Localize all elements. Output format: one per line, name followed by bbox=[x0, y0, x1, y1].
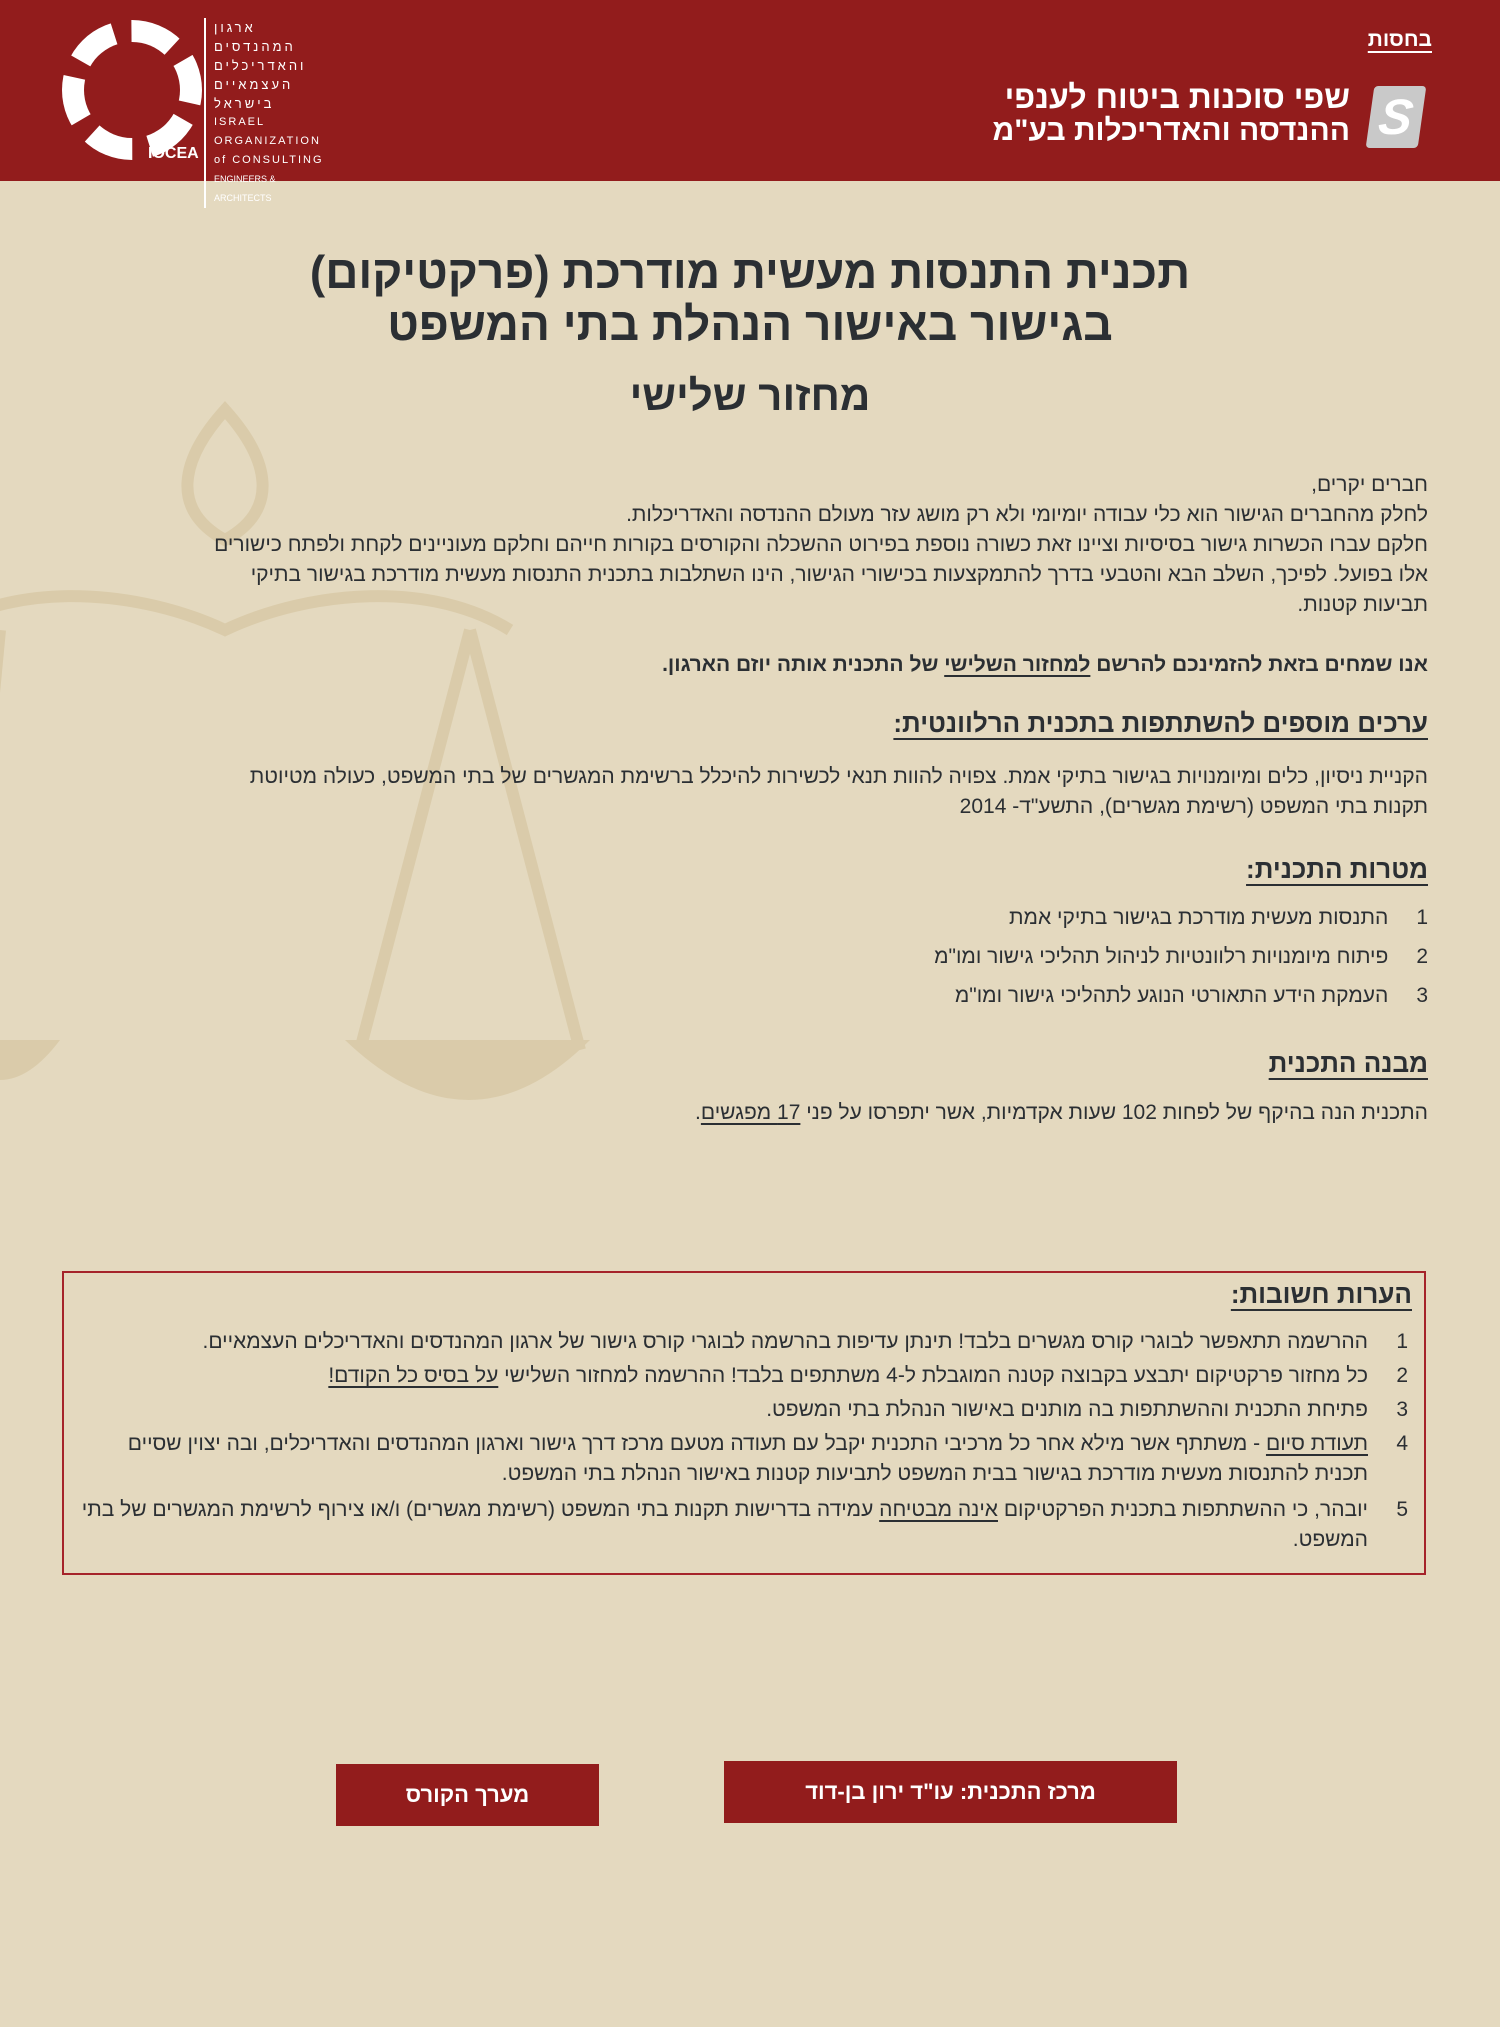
note-underlined: אינה מבטיחה bbox=[879, 1498, 998, 1521]
note-item bbox=[72, 1361, 1408, 1391]
logo-text bbox=[204, 18, 334, 208]
list-item bbox=[934, 945, 1428, 969]
meetings-link[interactable]: 17 מפגשים bbox=[700, 1101, 801, 1124]
structure-heading: מבנה התכנית bbox=[1268, 1048, 1428, 1078]
note-text: ההרשמה תתאפשר לבוגרי קורס מגשרים בלבד! תינתן עדיפות בהרשמה לבוגרי קורס גישור של ארגון המהנדסים והאדריכלים העצמאיים. bbox=[202, 1330, 1368, 1353]
note-text: - משתתף אשר מילא אחר כל מרכיבי התכנית יקבל עם תעודה מטעם מרכז דרך גישור וארגון המהנדסים והאדריכלים, ובה יצוין שסיים תכנית להתנסות מעשית מודרכת בגישור בבית המשפט לתביעות קטנות באישור הנהלת בתי המשפט. bbox=[127, 1432, 1368, 1485]
course-staff-button[interactable]: מערך הקורס bbox=[336, 1764, 599, 1826]
list-item bbox=[955, 984, 1428, 1008]
brand-line: ההנדסה והאדריכלות בע"מ bbox=[992, 114, 1350, 147]
structure-text bbox=[205, 1098, 1428, 1128]
goals-heading: מטרות התכנית: bbox=[1246, 854, 1428, 884]
logo-he-line: ארגון המהנדסים bbox=[214, 20, 296, 54]
note-underlined: על בסיס כל הקודם! bbox=[328, 1364, 499, 1387]
structure-post: . bbox=[695, 1101, 701, 1124]
item-number: 4 bbox=[1396, 1432, 1408, 1455]
structure-pre: התכנית הנה בהיקף של לפחות 102 שעות אקדמיות, אשר יתפרסו על פני bbox=[800, 1101, 1428, 1124]
logo-en-line: ORGANIZATION bbox=[214, 135, 321, 147]
item-number: 5 bbox=[1396, 1498, 1408, 1521]
shapi-logo-icon: S bbox=[1366, 86, 1427, 148]
note-item bbox=[72, 1429, 1408, 1489]
item-number: 3 bbox=[1416, 984, 1428, 1007]
invite-text: אנו שמחים בזאת להזמינכם להרשם bbox=[1090, 653, 1428, 676]
note-text: כל מחזור פרקטיקום יתבצע בקבוצה קטנה המוגבלת ל-4 משתתפים בלבד! ההרשמה למחזור השלישי bbox=[498, 1364, 1368, 1387]
logo-en-line: ENGINEERS & ARCHITECTS bbox=[214, 174, 276, 203]
logo-he-line: בישראל bbox=[214, 96, 275, 111]
note-item bbox=[72, 1395, 1408, 1425]
coordinator-button[interactable]: מרכז התכנית: עו"ד ירון בן-דוד bbox=[724, 1761, 1177, 1823]
logo-en-line: ISRAEL bbox=[214, 116, 266, 128]
note-text: יובהר, כי ההשתתפות בתכנית הפרקטיקום bbox=[997, 1498, 1368, 1521]
item-text: העמקת הידע התאורטי הנוגע לתהליכי גישור ומו"מ bbox=[954, 984, 1389, 1007]
item-number: 3 bbox=[1396, 1398, 1408, 1421]
intro-paragraph: לחלק מהחברים הגישור הוא כלי עבודה יומיומי ולא רק מושג עזר מעולם ההנדסה והאדריכלות. bbox=[626, 503, 1428, 526]
sponsor-link[interactable]: בחסות bbox=[1367, 28, 1432, 51]
page-title-line2: בגישור באישור הנהלת בתי המשפט bbox=[387, 298, 1113, 350]
third-cycle-link[interactable]: למחזור השלישי bbox=[944, 653, 1091, 676]
item-number: 1 bbox=[1416, 906, 1428, 929]
note-item bbox=[72, 1327, 1408, 1357]
important-notes-box bbox=[62, 1271, 1426, 1575]
item-text: התנסות מעשית מודרכת בגישור בתיקי אמת bbox=[1009, 906, 1389, 929]
item-text: פיתוח מיומנויות רלוונטיות לניהול תהליכי גישור ומו"מ bbox=[934, 945, 1389, 968]
logo-acronym: IOCEA bbox=[148, 145, 199, 162]
certificate-link[interactable]: תעודת סיום bbox=[1265, 1432, 1368, 1455]
notes-heading: הערות חשובות: bbox=[1230, 1279, 1412, 1309]
sponsor-brand[interactable] bbox=[992, 80, 1350, 148]
intro-text bbox=[205, 470, 1428, 620]
intro-paragraph: חלקם עברו הכשרות גישור בסיסיות וציינו זאת כשורה נוספת בפירוט ההשכלה והקורסים בקורות חייהם וחלקם מעוניינים לקחת ולפתח כישורים אלו בפועל. לפיכך, השלב הבא והטבעי בדרך להתמקצעות בכישורי הגישור, הינו השתלבות בתכנית התנסות מעשית מודרכת בגישור בתיקי תביעות קטנות. bbox=[214, 533, 1428, 616]
note-text: עמידה בדרישות תקנות בתי המשפט (רשימת מגשרים) ו/או צירוף לרשימת המגשרים של בתי המשפט. bbox=[81, 1498, 1368, 1551]
greeting: חברים יקרים, bbox=[1311, 473, 1428, 496]
item-number: 2 bbox=[1396, 1364, 1408, 1387]
logo-en-line: of CONSULTING bbox=[214, 154, 324, 166]
values-heading: ערכים מוספים להשתתפות בתכנית הרלוונטית: bbox=[893, 708, 1428, 738]
invite-text: של התכנית אותה יוזם הארגון. bbox=[662, 653, 945, 676]
note-text: פתיחת התכנית וההשתתפות בה מותנים באישור הנהלת בתי המשפט. bbox=[766, 1398, 1368, 1421]
item-number: 2 bbox=[1416, 945, 1428, 968]
logo-he-line: העצמאיים bbox=[214, 77, 294, 92]
note-item bbox=[72, 1495, 1408, 1555]
brand-line: שפי סוכנות ביטוח לענפי bbox=[1004, 79, 1350, 115]
values-text: הקניית ניסיון, כלים ומיומנויות בגישור בתיקי אמת. צפויה להוות תנאי לכשירות להיכלל ברשימת המגשרים של בתי המשפט, כעולה מטיוטת תקנות בתי המשפט (רשימת מגשרים), התשע"ד- 2014 bbox=[249, 765, 1428, 818]
item-number: 1 bbox=[1396, 1330, 1408, 1353]
page-title: תכנית התנסות מעשית מודרכת (פרקטיקום) bbox=[309, 246, 1191, 298]
page-subtitle: מחזור שלישי bbox=[629, 372, 871, 419]
logo-he-line: והאדריכלים bbox=[214, 58, 307, 73]
list-item bbox=[1009, 906, 1428, 930]
invitation bbox=[205, 650, 1428, 680]
site-header bbox=[0, 0, 1500, 203]
sun-logo-icon bbox=[62, 20, 202, 160]
